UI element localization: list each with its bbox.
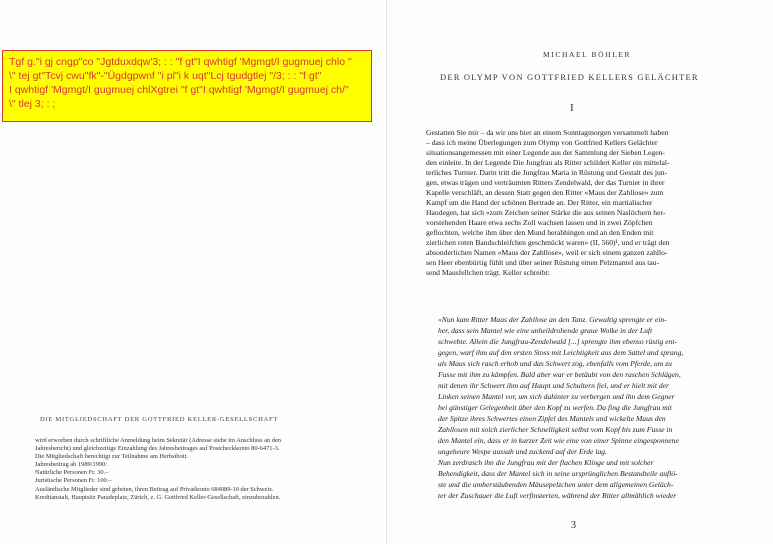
membership-line: wird erworben durch schriftliche Anmeldung beim Sekretär (Adresse siehe im Anschluss an den [35,437,281,444]
body-line: sen Heer ebenbürtig fühlt und über seiner Rüstung einen Pelzmantel aus tau- [426,258,660,267]
membership-line: Kreditanstalt, Hauptsitz Paradeplatz, Zürich, z. G. Gottfried Keller-Gesellschaft, einzubezahlen. [35,493,281,501]
page-gutter [386,0,387,544]
membership-line: Natürliche Personen Fr. 30.– [35,469,109,477]
quote-line: ter der Zuschauer die Luft verfinsterten, während der Ritter allmählich wieder [438,491,677,500]
body-line: absonderlichen Namen «Maus der Zahllose», weil er sich einem ganzen zahllo- [426,248,668,257]
body-line: Haudegen, hat sich «zum Zeichen seiner Stärke die aus seinen Naslöchern her- [426,208,666,217]
quote-line: her, dass sein Mantel wie eine unheildrohende graue Wolke in der Luft [438,326,653,335]
membership-line: Juristische Personen Fr. 100.– [35,477,112,485]
overlay-line: \" tlej 3; : ; [9,98,56,110]
overlay-line: Tgf g."i gj cngp"co "Jgtduxdqw'3; : : "f gt"I qwhtigf 'Mgmgt/I gugmuej chlo " [9,56,352,68]
garbled-overlay-box [2,50,372,122]
article-title: DER OLYMP VON GOTTFRIED KELLERS GELÄCHTER [440,72,699,82]
quote-line: bei günstiger Gelegenheit über den Kopf zu werfen. Da fing die Jungfrau mit [438,403,672,412]
quote-line: Zahllosen mit solch zierlicher Schnelligkeit selbst vom Kopf bis zum Fusse in [438,425,673,434]
body-line: Gestatten Sie mir – da wir uns hier an einem Sonntagmorgen versammelt haben [426,128,669,137]
body-line: zierlichen roten Bandschleifchen geschmückt waren» (II, 560)¹, und er trägt den [426,238,670,247]
quote-line: «Nun kam Ritter Maus der Zahllose an den Tanz. Gewaltig sprengte er ein- [438,315,667,324]
quote-line: Fusse mit ihm zu kämpfen. Bald aber war er betäubt von den raschen Schlägen, [438,370,681,379]
membership-text [35,437,370,502]
quote-line: schwebte. Allein die Jungfrau-Zendelwald [...] sprengte ihm ebenso rüstig ent- [438,337,677,346]
quote-line: ste und die umherstäubenden Mäusepelzchen unter dem allgemeinen Geläch- [438,480,674,489]
quote-line: gegen, warf ihm auf den ersten Stoss mit Leichtigkeit aus dem Sattel und sprang, [438,348,684,357]
quote-line: mit denen ihr Schwert ihm auf Haupt und Schultern fiel, und er hielt mit der [438,381,669,390]
membership-line: Jahresbeitrag ab 1989/1990: [35,461,108,469]
author-name: MICHAEL BÖHLER [543,50,632,59]
body-line: terliches Turnier. Darin tritt die Jungfrau Maria in Rüstung und Gestalt des jun- [426,168,668,177]
body-line: situationsangemessen mit einer Legende aus der Sammlung der Sieben Legen- [426,148,665,157]
body-paragraph [426,128,756,278]
body-line: geflochten, welche ihm über den Mund herabhingen und an den Enden mit [426,228,654,237]
page-number: 3 [571,520,576,531]
quote-line: der Spitze ihres Schwertes einen Zipfel des Mantels und wickelte Maus den [438,414,666,423]
quote-line: ungeheure Wespe aussah und zuckend auf der Erde lag. [438,447,607,456]
body-line: – dass ich meine Überlegungen zum Olymp von Gottfried Kellers Gelächter [426,138,658,147]
body-line: gen, etwas trägen und verträumten Ritters Zendelwald, der das Turnier in ihrer [426,178,665,187]
membership-line: Ausländische Mitglieder sind gebeten, ihren Beitrag auf Privatkonto 684089-10 der Schweiz. [35,485,274,493]
membership-line: Die Mitgliedschaft berechtigt zur Teilnahme am Herbstbott. [35,453,188,461]
body-line: den einleite. In der Legende Die Jungfrau als Ritter schildert Keller ein mittelal- [426,158,670,167]
membership-line: Jahresbericht) und gleichzeitige Einzahlung des Jahresbeitrages auf Postcheckkonto 80-6471-3. [35,445,280,453]
block-quote [438,314,758,501]
body-line: Kapelle verschläft, an dessen Statt gegen den Ritter «Maus der Zahllose» zum [426,188,664,197]
overlay-line: I qwhtigf 'Mgmgt/I gugmuej chlXgtrei "f gt"I qwhtigf 'Mgmgt/I gugmuej ch/" [9,84,349,96]
quote-line: den Mantel ein, dass er in kurzer Zeit wie eine von einer Spinne eingesponnene [438,436,679,445]
quote-line: Behendigkeit, dass der Mantel sich in seine ursprünglichen Bestandteile auflö- [438,469,678,478]
quote-line: als Maus sich rasch erhob und das Schwert zog, ebenfalls vom Pferde, um zu [438,359,672,368]
quote-line: Linken seinen Mantel vor, um sich dahinter zu verbergen und ihn dem Gegner [438,392,675,401]
section-number: I [570,102,574,114]
overlay-line: \" tej gt"Tcvj cwu"fk"-"Ügdgpwnf "i pl"i k uqt"Lcj tgudgtlej "/3; : : "f gt" [9,70,322,82]
quote-line: Nun zerdrasch ihn die Jungfrau mit der flachen Klinge und mit solcher [438,458,654,467]
body-line: send Mausfellchen trägt. Keller schreibt: [426,268,550,277]
membership-heading: DIE MITGLIEDSCHAFT DER GOTTFRIED KELLER-GESELLSCHAFT [40,416,279,423]
body-line: vorstehenden Haare etwa sechs Zoll wachsen lassen und in zwei Zöpfchen [426,218,653,227]
body-line: Kampf um die Hand der schönen Bertrade an. Der Ritter, ein martialischer [426,198,653,207]
